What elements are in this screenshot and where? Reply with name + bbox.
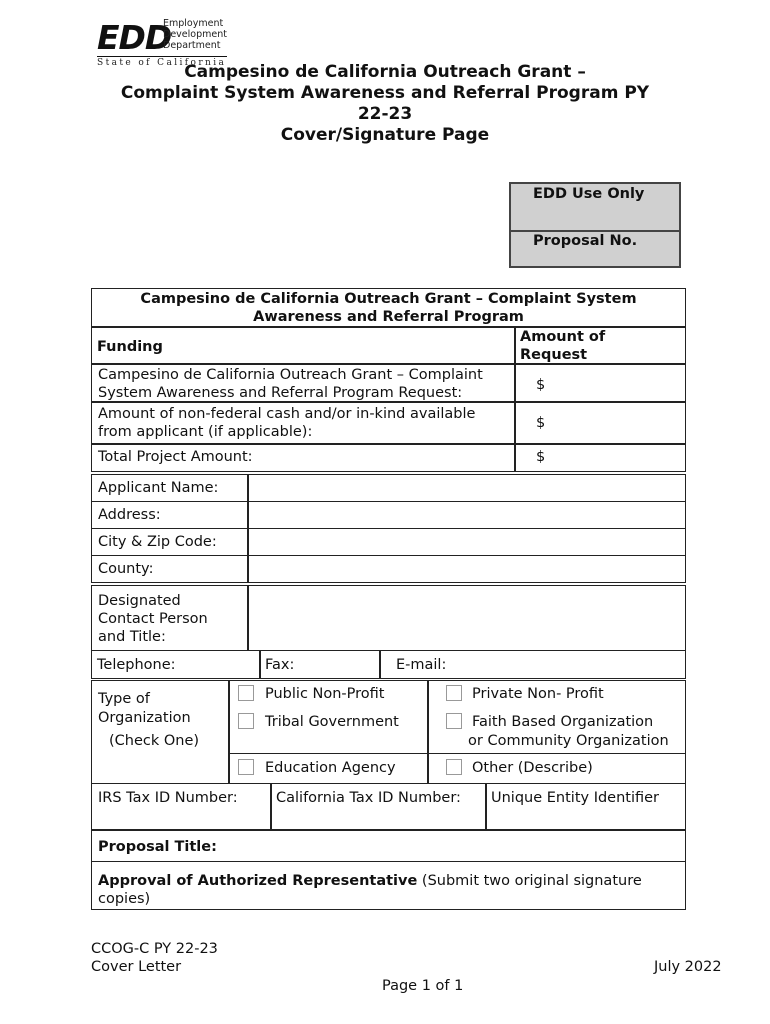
footer-code: CCOG-C PY 22-23 <box>91 941 218 957</box>
logo-state: State of California <box>97 58 227 68</box>
other-describe-checkbox[interactable] <box>446 759 462 775</box>
form-header-line: Awareness and Referral Program <box>253 309 524 325</box>
fax-label: Fax: <box>265 657 295 673</box>
cover-form <box>91 288 686 910</box>
edd-logo-org <box>163 18 227 51</box>
footer-date: July 2022 <box>654 959 722 975</box>
org-type-label-line: Type of <box>98 691 150 707</box>
approval-text-line2: copies) <box>98 891 151 907</box>
approval-rest: (Submit two original signature <box>417 873 642 889</box>
city-zip-label: City & Zip Code: <box>98 534 217 550</box>
applicant-name-label: Applicant Name: <box>98 480 219 496</box>
form-header-line: Campesino de California Outreach Grant – Complaint System <box>140 291 637 307</box>
city-zip-field[interactable] <box>247 528 686 556</box>
dollar-sign: $ <box>536 377 546 393</box>
public-non-profit-label: Public Non-Profit <box>265 686 385 702</box>
title-line: Campesino de California Outreach Grant – <box>184 62 586 82</box>
county-label: County: <box>98 561 154 577</box>
footer-page-number: Page 1 of 1 <box>382 978 464 994</box>
page-title <box>0 62 770 146</box>
faith-based-label-line: Faith Based Organization <box>472 714 654 730</box>
education-agency-checkbox[interactable] <box>238 759 254 775</box>
logo-org-line: Employment <box>163 18 224 29</box>
faith-based-label-line: or Community Organization <box>468 733 669 749</box>
faith-based-checkbox[interactable] <box>446 713 462 729</box>
edd-use-only-box <box>509 182 681 268</box>
approval-text <box>98 872 642 890</box>
proposal-title-label: Proposal Title: <box>98 839 217 855</box>
grant-request-label-line: Campesino de California Outreach Grant – Complaint <box>98 367 483 383</box>
funding-label: Funding <box>97 339 163 355</box>
address-field[interactable] <box>247 501 686 529</box>
edd-logo <box>97 18 229 68</box>
contact-label-line: Designated <box>98 593 181 609</box>
telephone-label: Telephone: <box>97 657 176 673</box>
org-type-label-line: Organization <box>98 710 191 726</box>
ca-tax-id-label: California Tax ID Number: <box>276 790 461 806</box>
public-non-profit-checkbox[interactable] <box>238 685 254 701</box>
edd-use-only-label: EDD Use Only <box>533 186 645 202</box>
tribal-government-checkbox[interactable] <box>238 713 254 729</box>
logo-rule <box>97 56 227 57</box>
proposal-no-label: Proposal No. <box>533 233 638 249</box>
grant-request-label-line: System Awareness and Referral Program Request: <box>98 385 463 401</box>
total-amount-label: Total Project Amount: <box>98 449 253 465</box>
contact-label-line: Contact Person <box>98 611 208 627</box>
title-line: Complaint System Awareness and Referral Program PY <box>120 83 650 103</box>
contact-label-line: and Title: <box>98 629 166 645</box>
county-field[interactable] <box>247 555 686 583</box>
uei-label: Unique Entity Identifier <box>491 790 660 806</box>
applicant-name-field[interactable] <box>247 474 686 502</box>
footer-doc: Cover Letter <box>91 959 182 975</box>
title-line: 22-23 <box>357 104 413 124</box>
other-describe-label: Other (Describe) <box>472 760 593 776</box>
private-non-profit-label: Private Non- Profit <box>472 686 604 702</box>
logo-org-line: Department <box>163 40 221 51</box>
private-non-profit-checkbox[interactable] <box>446 685 462 701</box>
amount-label-line: Request <box>520 347 588 363</box>
dollar-sign: $ <box>536 449 546 465</box>
logo-org-line: Development <box>163 29 227 40</box>
education-agency-label: Education Agency <box>265 760 396 776</box>
non-federal-label-line: from applicant (if applicable): <box>98 424 313 440</box>
edd-logo-mark: EDD <box>97 18 172 57</box>
contact-person-field[interactable] <box>247 585 686 651</box>
amount-label-line: Amount of <box>520 329 606 345</box>
tribal-government-label: Tribal Government <box>265 714 399 730</box>
dollar-sign: $ <box>536 415 546 431</box>
approval-bold: Approval of Authorized Representative <box>98 873 418 889</box>
irs-tax-id-label: IRS Tax ID Number: <box>98 790 238 806</box>
address-label: Address: <box>98 507 161 523</box>
org-type-label-line: (Check One) <box>109 733 200 749</box>
title-line: Cover/Signature Page <box>280 125 490 145</box>
email-label: E-mail: <box>396 657 447 673</box>
non-federal-label-line: Amount of non-federal cash and/or in-kind available <box>98 406 476 422</box>
